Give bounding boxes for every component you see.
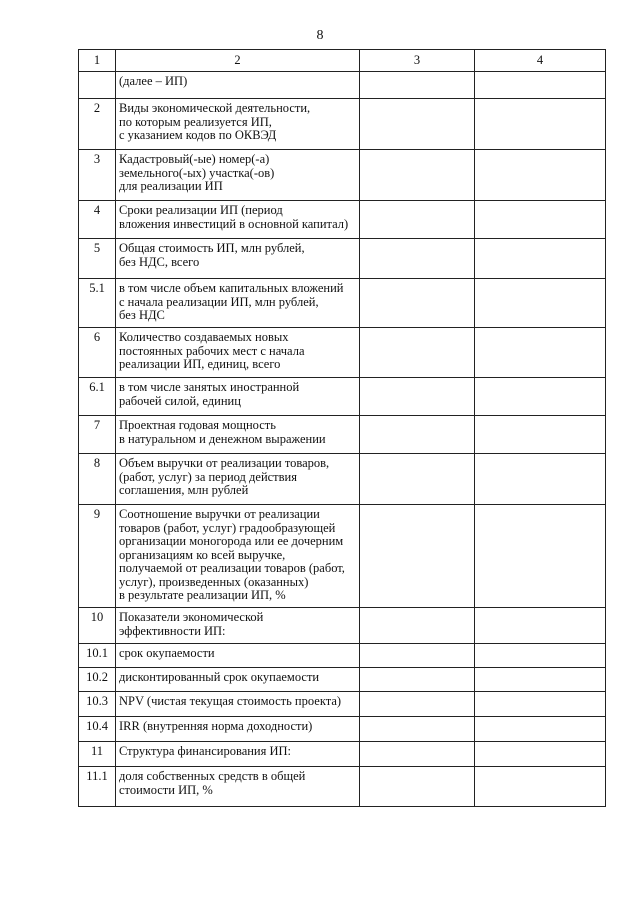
row-description: дисконтированный срок окупаемости <box>116 668 360 692</box>
row-number: 6.1 <box>79 378 116 416</box>
column-header-2: 2 <box>116 50 360 72</box>
page-number: 8 <box>316 28 324 43</box>
row-value-col4 <box>475 239 606 279</box>
row-description: IRR (внутренняя норма доходности) <box>116 717 360 742</box>
row-description: Соотношение выручки от реализации товаров (работ, услуг) градообразующей организации моногорода или ее дочерним организациям ко всей выручке, получаемой от реализации товаров (работ, услуг), произведенных (оказанных) в результате реализации ИП, % <box>116 505 360 608</box>
row-value-col3 <box>360 378 475 416</box>
row-value-col3 <box>360 328 475 378</box>
row-value-col3 <box>360 692 475 717</box>
row-value-col4 <box>475 668 606 692</box>
row-value-col4 <box>475 378 606 416</box>
row-value-col4 <box>475 608 606 644</box>
row-description: срок окупаемости <box>116 644 360 668</box>
column-header-1: 1 <box>79 50 116 72</box>
row-value-col3 <box>360 416 475 454</box>
row-number: 9 <box>79 505 116 608</box>
table-row <box>79 505 606 608</box>
row-value-col4 <box>475 279 606 328</box>
row-description: NPV (чистая текущая стоимость проекта) <box>116 692 360 717</box>
row-number: 5 <box>79 239 116 279</box>
form-table <box>78 49 606 807</box>
row-value-col4 <box>475 72 606 99</box>
row-number: 11.1 <box>79 767 116 807</box>
table-row <box>79 608 606 644</box>
row-value-col4 <box>475 99 606 150</box>
row-number: 10 <box>79 608 116 644</box>
row-number: 3 <box>79 150 116 201</box>
row-value-col3 <box>360 742 475 767</box>
row-value-col3 <box>360 608 475 644</box>
row-description: в том числе объем капитальных вложений с начала реализации ИП, млн рублей, без НДС <box>116 279 360 328</box>
table-row <box>79 454 606 505</box>
row-description: в том числе занятых иностранной рабочей силой, единиц <box>116 378 360 416</box>
row-value-col3 <box>360 767 475 807</box>
row-number: 11 <box>79 742 116 767</box>
table-row <box>79 742 606 767</box>
row-description: Показатели экономической эффективности ИП: <box>116 608 360 644</box>
table-row <box>79 239 606 279</box>
table-header-row <box>79 50 606 72</box>
row-description: доля собственных средств в общей стоимости ИП, % <box>116 767 360 807</box>
row-value-col3 <box>360 279 475 328</box>
table-row <box>79 201 606 239</box>
row-value-col3 <box>360 72 475 99</box>
row-value-col4 <box>475 644 606 668</box>
row-number <box>79 72 116 99</box>
table-row <box>79 150 606 201</box>
row-description: Структура финансирования ИП: <box>116 742 360 767</box>
row-value-col3 <box>360 505 475 608</box>
row-value-col3 <box>360 644 475 668</box>
row-value-col3 <box>360 150 475 201</box>
row-number: 2 <box>79 99 116 150</box>
row-number: 10.2 <box>79 668 116 692</box>
row-description: Проектная годовая мощность в натуральном и денежном выражении <box>116 416 360 454</box>
row-description: Сроки реализации ИП (период вложения инвестиций в основной капитал) <box>116 201 360 239</box>
row-value-col3 <box>360 668 475 692</box>
table-row <box>79 767 606 807</box>
table-row <box>79 99 606 150</box>
table-row <box>79 692 606 717</box>
row-number: 7 <box>79 416 116 454</box>
table-row <box>79 644 606 668</box>
row-value-col4 <box>475 692 606 717</box>
row-description: Кадастровый(-ые) номер(-а) земельного(-ых) участка(-ов) для реализации ИП <box>116 150 360 201</box>
table-row <box>79 416 606 454</box>
row-value-col3 <box>360 717 475 742</box>
row-value-col4 <box>475 717 606 742</box>
row-number: 10.3 <box>79 692 116 717</box>
row-value-col4 <box>475 454 606 505</box>
row-value-col4 <box>475 416 606 454</box>
row-value-col3 <box>360 454 475 505</box>
row-description: Объем выручки от реализации товаров, (работ, услуг) за период действия соглашения, млн рублей <box>116 454 360 505</box>
row-value-col4 <box>475 505 606 608</box>
row-number: 10.4 <box>79 717 116 742</box>
row-description: Общая стоимость ИП, млн рублей, без НДС, всего <box>116 239 360 279</box>
table-row <box>79 717 606 742</box>
row-value-col3 <box>360 239 475 279</box>
table-row <box>79 279 606 328</box>
table-row <box>79 72 606 99</box>
row-value-col4 <box>475 742 606 767</box>
row-number: 10.1 <box>79 644 116 668</box>
row-number: 4 <box>79 201 116 239</box>
table-row <box>79 668 606 692</box>
row-number: 8 <box>79 454 116 505</box>
row-value-col4 <box>475 767 606 807</box>
column-header-4: 4 <box>475 50 606 72</box>
row-value-col4 <box>475 328 606 378</box>
row-value-col4 <box>475 201 606 239</box>
column-header-3: 3 <box>360 50 475 72</box>
row-description: Виды экономической деятельности, по которым реализуется ИП, с указанием кодов по ОКВЭД <box>116 99 360 150</box>
row-number: 6 <box>79 328 116 378</box>
row-value-col4 <box>475 150 606 201</box>
row-value-col3 <box>360 201 475 239</box>
table-row <box>79 328 606 378</box>
row-value-col3 <box>360 99 475 150</box>
row-number: 5.1 <box>79 279 116 328</box>
row-description: (далее – ИП) <box>116 72 360 99</box>
table-row <box>79 378 606 416</box>
row-description: Количество создаваемых новых постоянных рабочих мест с начала реализации ИП, единиц, всего <box>116 328 360 378</box>
